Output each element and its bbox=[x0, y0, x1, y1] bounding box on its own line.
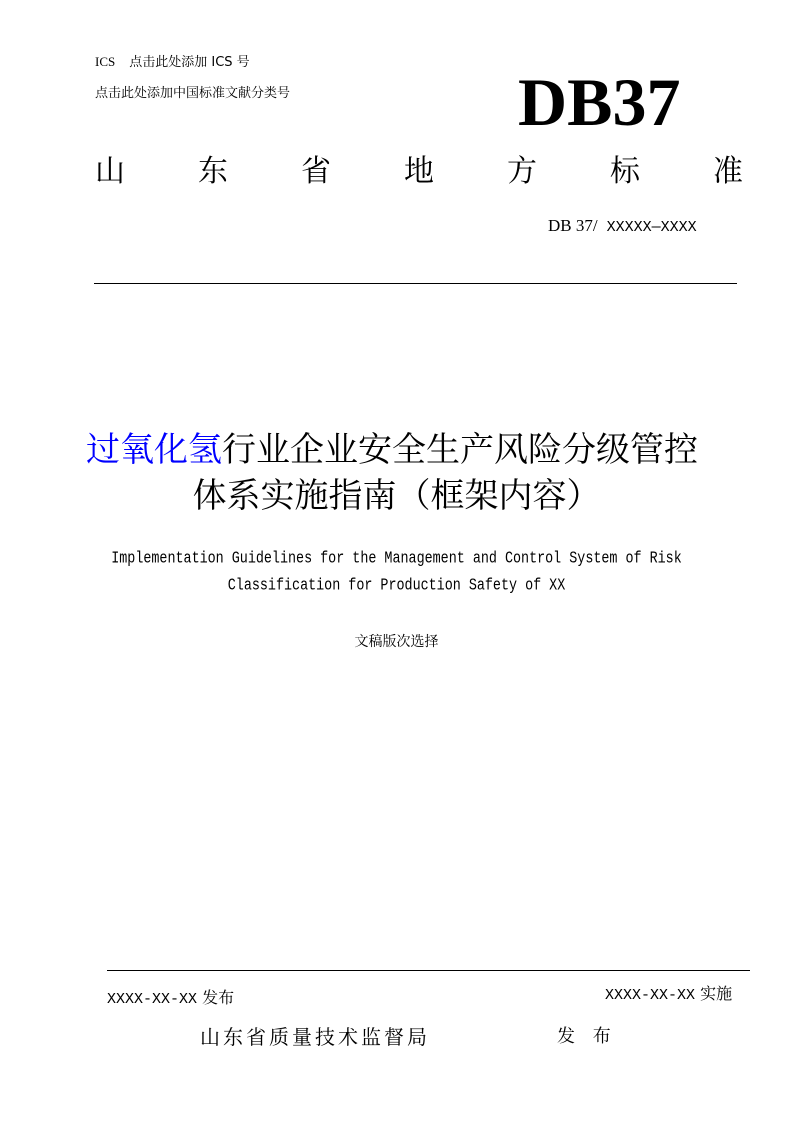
version-select[interactable]: 文稿版次选择 bbox=[354, 634, 439, 650]
footer-divider bbox=[107, 970, 750, 971]
standard-type-char: 地 bbox=[404, 154, 434, 189]
title-line-1 bbox=[86, 428, 698, 472]
standard-type-char: 山 bbox=[95, 154, 125, 189]
publish-date[interactable]: XXXX-XX-XX bbox=[107, 991, 198, 1008]
publish-label: 发布 bbox=[202, 988, 235, 1007]
ics-number-field[interactable]: 点击此处添加 ICS 号 bbox=[129, 55, 250, 70]
ccs-number-field[interactable]: 点击此处添加中国标准文献分类号 bbox=[95, 86, 291, 101]
header-divider bbox=[94, 283, 737, 284]
standard-type-char: 东 bbox=[198, 154, 228, 189]
db37-logo: DB37 bbox=[518, 64, 681, 140]
english-title-line-1: Implementation Guidelines for the Management and Control System of Risk bbox=[111, 550, 682, 569]
ics-label: ICS bbox=[95, 54, 116, 69]
standard-number bbox=[548, 216, 697, 236]
standard-type-char: 省 bbox=[301, 154, 331, 189]
issuer-action: 发 布 bbox=[557, 1026, 617, 1047]
issuer-name: 山东省质量技术监督局 bbox=[200, 1025, 430, 1049]
title-line-1-rest: 行业企业安全生产风险分级管控 bbox=[222, 430, 698, 470]
standard-type-char: 方 bbox=[507, 154, 537, 189]
standard-number-value[interactable]: XXXXX—XXXX bbox=[597, 219, 697, 236]
ics-line bbox=[95, 51, 250, 70]
standard-type-char: 标 bbox=[610, 154, 640, 189]
standard-number-prefix: DB 37/ bbox=[548, 216, 598, 235]
implement-date[interactable]: XXXX-XX-XX bbox=[605, 987, 696, 1004]
standard-type-char: 准 bbox=[713, 154, 743, 189]
title-industry-highlight[interactable]: 过氧化氢 bbox=[86, 430, 222, 470]
title-line-2: 体系实施指南（框架内容） bbox=[192, 476, 601, 516]
standard-type-heading bbox=[95, 152, 743, 192]
publish-date-line bbox=[107, 985, 234, 1008]
english-title-line-2: Classification for Production Safety of XX bbox=[227, 577, 566, 596]
implement-date-line bbox=[605, 981, 732, 1004]
implement-label: 实施 bbox=[700, 984, 733, 1003]
